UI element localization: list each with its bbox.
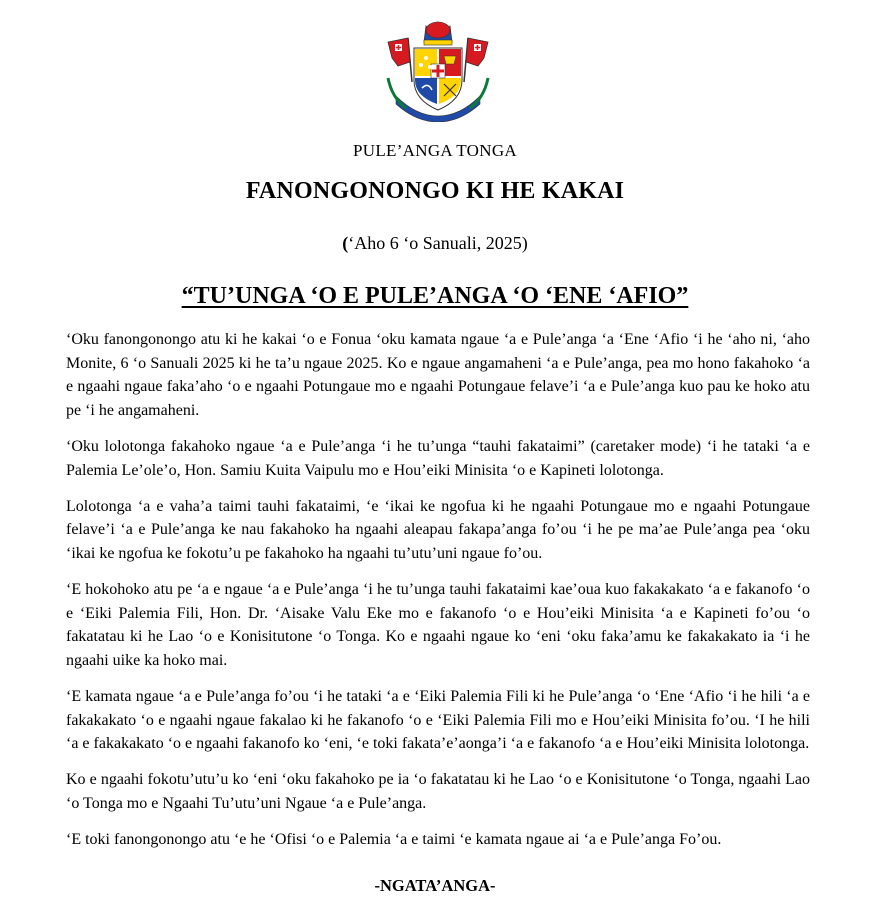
date-open-paren: ( bbox=[342, 233, 349, 253]
announcement-date bbox=[0, 233, 870, 254]
paragraph: Lolotonga ‘a e vaha’a taimi tauhi fakataimi, ‘e ‘ikai ke ngofua ki he ngaahi Potungaue mo e ngaahi Potungaue felave’i ‘a e Pule’anga ke nau fakahoko ha ngaahi aleapau fakapa’anga fo’ou ‘i he pe ma’ae Pule’anga pea ‘oku ‘ikai ke ngofua ke fokotu’u pe fakahoko ha ngaahi tu’utu’uni ngaue fo’ou. bbox=[66, 497, 810, 562]
date-text: ‘Aho 6 ‘o Sanuali, 2025) bbox=[348, 233, 528, 253]
paragraph: ‘E kamata ngaue ‘a e Pule’anga fo’ou ‘i he tataki ‘a e ‘Eiki Palemia Fili ki he Pule’anga ‘o ‘Ene ‘Afio ‘i he hili ‘a e fakakakato ‘o e ngaahi ngaue fakalao ki he fakanofo ‘o e ‘Eiki Palemia Fili mo e Hou’eiki Minisita fo’ou. ‘I he hili ‘a e fakakakato ‘o e ngaahi fakanofo ko ‘eni, ‘e toki fakata’e’aonga’i ‘a e fakanofo ‘a e Hou’eiki Minisita lolotonga. bbox=[66, 688, 810, 753]
paragraph: ‘Oku lolotonga fakahoko ngaue ‘a e Pule’anga ‘i he tu’unga “tauhi fakataimi” (caretaker mode) ‘i he tataki ‘a e Palemia Le’ole’o, Hon. Samiu Kuita Vaipulu mo e Hou’eiki Minisita ‘o e Kapineti lolotonga. bbox=[66, 437, 810, 479]
paragraph: Ko e ngaahi fokotu’utu’u ko ‘eni ‘oku fakahoko pe ia ‘o fakatatau ki he Lao ‘o e Konisitutone ‘o Tonga, ngaahi Lao ‘o Tonga mo e Ngaahi Tu’utu’uni Ngaue ‘a e Pule’anga. bbox=[66, 771, 810, 813]
announcement-body bbox=[66, 328, 810, 864]
paragraph: ‘E toki fanongonongo atu ‘e he ‘Ofisi ‘o e Palemia ‘a e taimi ‘e kamata ngaue ai ‘a e Pule’anga Fo’ou. bbox=[66, 831, 722, 849]
document-title: FANONGONONGO KI HE KAKAI bbox=[245, 178, 625, 204]
organization-name: PULE’ANGA TONGA bbox=[353, 141, 517, 160]
tonga-coat-of-arms-icon bbox=[386, 18, 490, 122]
headline: “TU’UNGA ‘O E PULE’ANGA ‘O ‘ENE ‘AFIO” bbox=[181, 283, 689, 309]
paragraph: ‘E hokohoko atu pe ‘a e ngaue ‘a e Pule’anga ‘i he tu’unga tauhi fakataimi kae’oua kuo fakakakato ‘a e fakanofo ‘o e ‘Eiki Palemia Fili, Hon. Dr. ‘Aisake Valu Eke mo e fakanofo ‘o e Hou’eiki Minisita ‘a e Kapineti fo’ou ‘o fakatatau ki he Lao ‘o e Konisitutone ‘o Tonga. Ko e ngaahi ngaue ko ‘eni ‘oku faka’amu ke fakakakato ia ‘i he ngaahi uike ka hoko mai. bbox=[66, 581, 810, 669]
paragraph: ‘Oku fanongonongo atu ki he kakai ‘o e Fonua ‘oku kamata ngaue ‘a e Pule’anga ‘a ‘Ene ‘Afio ‘i he ‘aho ni, ‘aho Monite, 6 ‘o Sanuali 2025 ki he ta’u ngaue 2025. Ko e ngaue angamaheni ‘a e Pule’anga, pea mo hono fakahoko ‘a e ngaahi ngaue faka’aho ‘o e ngaahi Potungaue mo e ngaahi Potungaue felave’i ‘a e Pule’anga kuo pau ke hoko atu pe ‘i he angamaheni. bbox=[66, 331, 810, 419]
sign-off: -NGATA’ANGA- bbox=[374, 876, 496, 895]
